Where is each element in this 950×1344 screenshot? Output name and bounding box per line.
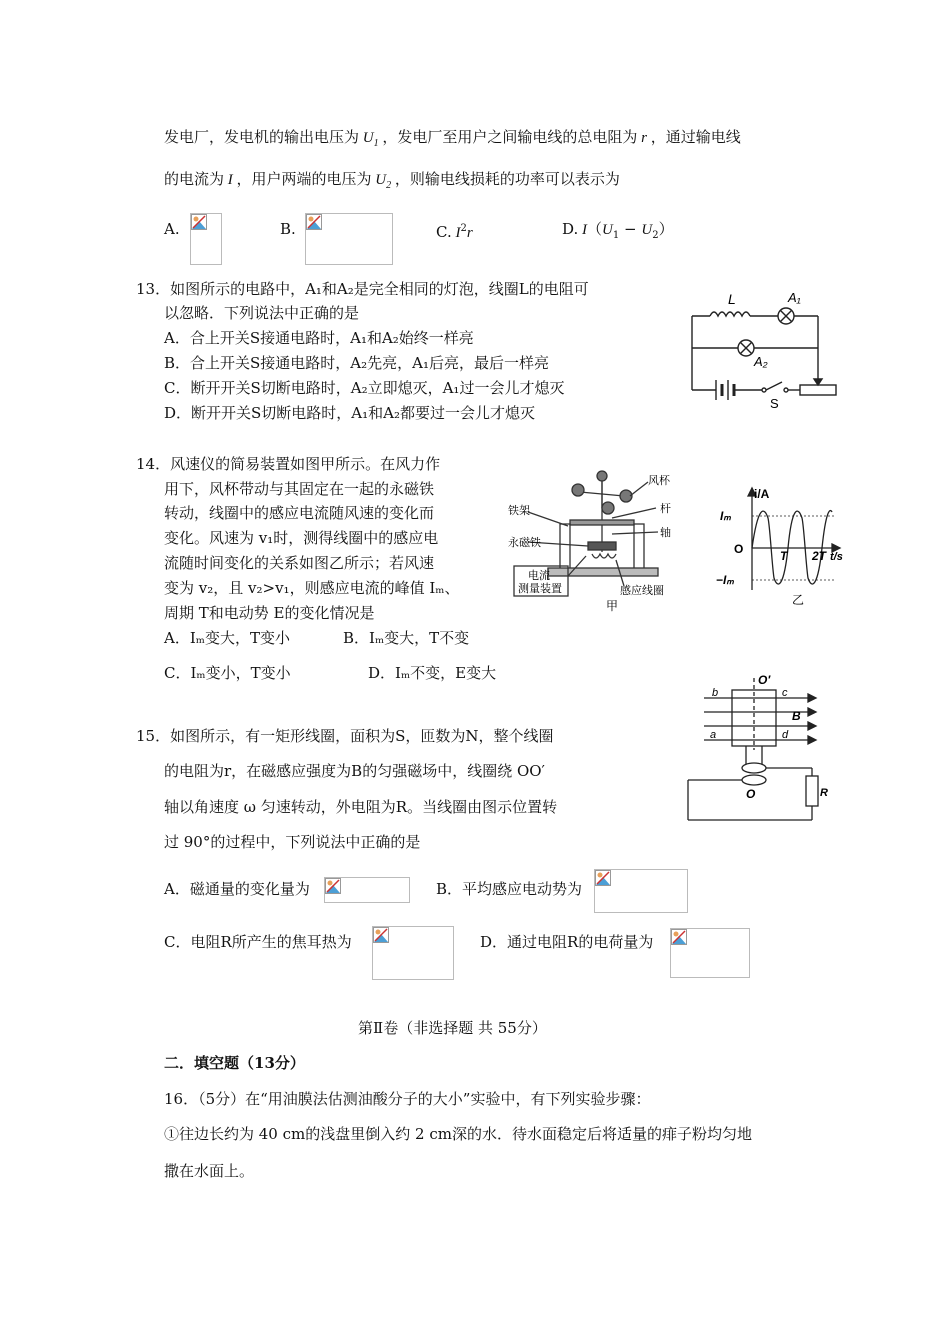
tick-2t: 2T	[812, 549, 827, 563]
q15-option-a-label: A．磁通量的变化量为	[164, 880, 310, 898]
broken-image-icon	[306, 214, 322, 230]
q16-step-1-cont: 撒在水面上。	[164, 1162, 255, 1180]
q12-line-2: 的电流为 I ，用户两端的电压为 $U_2$ ，则输电线损耗的功率可以表示为	[164, 170, 620, 191]
q12-option-d: D. $I(U_1 - U_2)$	[562, 220, 674, 241]
broken-image-icon	[671, 929, 687, 945]
corner-b-label: b	[712, 687, 719, 699]
q15-stem-3: 轴以角速度 ω 匀速转动，外电阻为R。当线圈由图示位置转	[164, 798, 558, 816]
q14-option-a: A．Iₘ变大，T变小	[164, 629, 290, 647]
q13-stem-2: 以忽略．下列说法中正确的是	[164, 304, 360, 322]
switch-label: S	[770, 396, 779, 410]
q16-step-1: ①往边长约为 40 cm的浅盘里倒入约 2 cm深的水．待水面稳定后将适量的痱子粉均匀地	[164, 1125, 752, 1143]
q14-option-d: D．Iₘ不变，E变大	[368, 664, 497, 682]
bulb-a2-label: A₂	[754, 354, 768, 369]
field-b-label: B	[792, 709, 801, 723]
var-u1: $U_1$	[359, 130, 379, 149]
iron-frame-label: 铁架	[508, 505, 530, 517]
q13-option-b: B．合上开关S接通电路时，A₂先亮，A₁后亮，最后一样亮	[164, 354, 549, 372]
figure-yi-caption: 乙	[792, 593, 805, 607]
magnet-label: 永磁铁	[508, 537, 541, 549]
part-2-heading: 第Ⅱ卷（非选择题 共 55分）	[358, 1019, 547, 1037]
q13-stem-1: 13．如图所示的电路中，A₁和A₂是完全相同的灯泡，线圈L的电阻可	[136, 280, 589, 298]
q14-figure-jia-anemometer	[508, 468, 692, 614]
q15-option-b-label: B．平均感应电动势为	[436, 880, 583, 898]
broken-image-icon	[191, 214, 207, 230]
rod-label: 杆	[660, 503, 671, 515]
q15-option-a-image	[324, 877, 410, 903]
var-r: r	[637, 130, 651, 146]
broken-image-icon	[325, 878, 341, 894]
q14-stem-5: 流随时间变化的关系如图乙所示；若风速	[164, 554, 435, 572]
q12-option-a-image	[190, 213, 222, 265]
q14-option-b: B．Iₘ变大，T不变	[343, 629, 470, 647]
q16-stem: 16．（5分）在“用油膜法估测油酸分子的大小”实验中，有下列实验步骤：	[164, 1090, 651, 1108]
q14-stem-2: 用下，风杯带动与其固定在一起的永磁铁	[164, 480, 435, 498]
q12-option-b-label: B.	[280, 220, 296, 238]
q15-option-d-label: D．通过电阻R的电荷量为	[480, 933, 654, 951]
q12-option-c: C. $I^2r$	[436, 223, 473, 241]
q13-option-c: C．断开开关S切断电路时，A₂立即熄灭，A₁过一会儿才熄灭	[164, 379, 565, 397]
tick-t: T	[780, 549, 788, 563]
current-meter-label-2: 测量装置	[518, 583, 562, 595]
q13-circuit-diagram	[682, 286, 842, 410]
current-meter-label-1: 电流	[528, 570, 550, 582]
origin-label: O	[734, 542, 744, 556]
corner-a-label: a	[710, 729, 717, 741]
trough-label: −Iₘ	[716, 573, 734, 587]
axis-bottom-label: O	[746, 787, 756, 801]
q14-stem-7: 周期 T和电动势 E的变化情况是	[164, 604, 375, 622]
q14-stem-1: 14．风速仪的简易装置如图甲所示。在风力作	[136, 455, 441, 473]
var-u2: $U_2$	[371, 172, 392, 191]
resistor-r-label: R	[820, 787, 828, 799]
sine-wave	[752, 511, 832, 584]
q14-stem-3: 转动，线圈中的感应电流随风速的变化而	[164, 504, 435, 522]
broken-image-icon	[373, 927, 389, 943]
axis-top-label: O′	[758, 673, 771, 687]
q15-stem-2: 的电阻为r，在磁感应强度为B的匀强磁场中，线圈绕 OO′	[164, 762, 545, 780]
q15-stem-4: 过 90°的过程中，下列说法中正确的是	[164, 833, 421, 851]
corner-d-label: d	[782, 729, 789, 741]
q15-stem-1: 15．如图所示，有一矩形线圈，面积为S，匝数为N，整个线圈	[136, 727, 554, 745]
q12-option-b-image	[305, 213, 393, 265]
wind-cup-label: 风杯	[648, 475, 670, 487]
q15-option-b-image	[594, 869, 688, 913]
q12-option-a-label: A.	[164, 220, 180, 238]
figure-jia-caption: 甲	[606, 599, 619, 613]
q14-stem-4: 变化。风速为 v₁时，测得线圈中的感应电	[164, 529, 439, 547]
q12-line-1: 发电厂，发电机的输出电压为 $U_1$ ，发电厂至用户之间输电线的总电阻为 r ，通过输电线	[164, 128, 741, 149]
var-i: I	[224, 172, 237, 188]
q13-option-d: D．断开开关S切断电路时，A₁和A₂都要过一会儿才熄灭	[164, 404, 535, 422]
peak-label: Iₘ	[720, 509, 731, 523]
axle-label: 轴	[660, 527, 671, 539]
q15-option-c-label: C．电阻R所产生的焦耳热为	[164, 933, 352, 951]
q13-option-a: A．合上开关S接通电路时，A₁和A₂始终一样亮	[164, 329, 474, 347]
q15-rotating-coil-diagram	[684, 672, 830, 830]
fill-blank-section-title: 二．填空题（13分）	[164, 1054, 305, 1072]
q14-figure-yi-current-graph	[712, 486, 852, 608]
q14-stem-6: 变为 v₂，且 v₂>v₁，则感应电流的峰值 Iₘ、	[164, 579, 460, 597]
corner-c-label: c	[782, 687, 788, 699]
x-axis-label: t/s	[830, 551, 843, 563]
bulb-a1-label: A₁	[788, 290, 801, 305]
y-axis-label: i/A	[754, 487, 770, 501]
broken-image-icon	[595, 870, 611, 886]
q15-option-c-image	[372, 926, 454, 980]
coil-label: 感应线圈	[620, 585, 664, 597]
q14-option-c: C．Iₘ变小，T变小	[164, 664, 291, 682]
inductor-label: L	[728, 291, 736, 307]
q15-option-d-image	[670, 928, 750, 978]
